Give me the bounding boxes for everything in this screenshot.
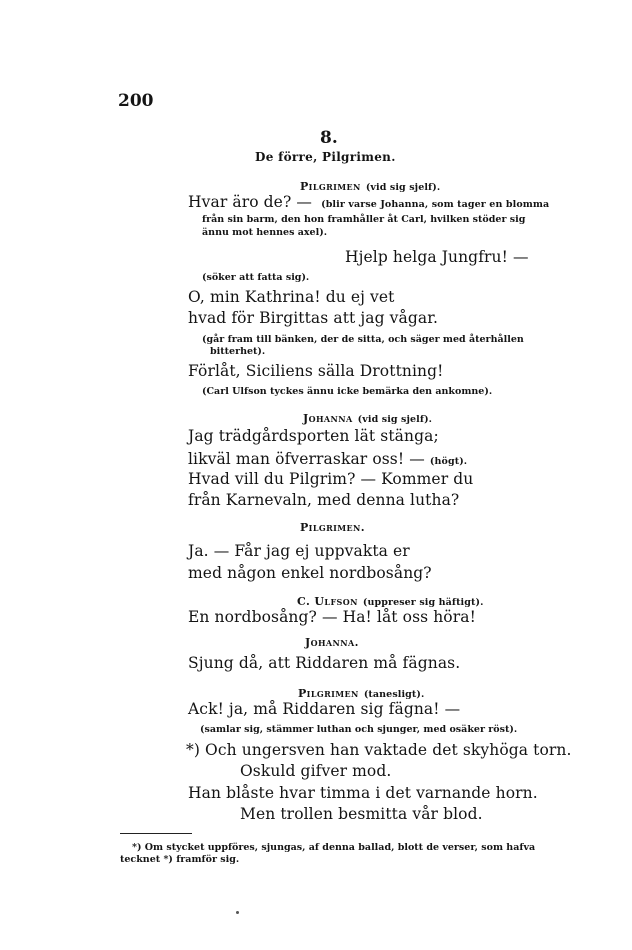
stage-direction: (tanesligt). — [363, 689, 425, 700]
verse-text: likväl man öfverraskar oss! — — [188, 450, 425, 468]
stage-direction: från sin barm, den hon framhåller åt Carl, hvilken stöder sig — [202, 214, 526, 225]
verse-text: Hvar äro de? — — [188, 193, 312, 211]
speaker-name: Pilgrimen. — [300, 521, 365, 534]
verse-line: med någon enkel nordbosång? — [188, 564, 432, 582]
speaker-line — [298, 682, 424, 701]
verse-line: Ack! ja, må Riddaren sig fägna! — — [188, 700, 461, 718]
stage-direction: bitterhet). — [210, 346, 266, 357]
verse-line: från Karnevaln, med denna lutha? — [188, 491, 460, 509]
stage-direction: (vid sig sjelf). — [365, 182, 441, 193]
speaker-name: Johanna. — [305, 636, 359, 649]
speaker-name: Pilgrimen — [298, 687, 359, 700]
verse-line — [188, 449, 467, 468]
page-speck — [236, 911, 239, 914]
stage-direction: (högt). — [429, 456, 468, 467]
verse-line: Förlåt, Siciliens sälla Drottning! — [188, 362, 444, 380]
stage-direction: (Carl Ulfson tyckes ännu icke bemärka den ankomne). — [202, 386, 493, 397]
speaker-line — [303, 407, 432, 426]
speaker-name: C. Ulfson — [297, 595, 358, 608]
footnote — [120, 842, 575, 866]
verse-line: Jag trädgårdsporten lät stänga; — [188, 427, 439, 445]
verse-line: *) Och ungersven han vaktade det skyhöga torn. — [186, 741, 572, 759]
speaker-name: Pilgrimen — [300, 180, 361, 193]
footnote-line: tecknet *) framför sig. — [120, 854, 240, 865]
verse-line: Hjelp helga Jungfru! — — [345, 248, 529, 266]
footnote-rule — [120, 833, 192, 834]
scene-characters: De förre, Pilgrimen. — [255, 150, 396, 164]
verse-line: En nordbosång? — Ha! låt oss höra! — [188, 608, 476, 626]
verse-line: Han blåste hvar timma i det varnande horn. — [188, 784, 538, 802]
footnote-line: *) Om stycket uppföres, sjungas, af denna ballad, blott de verser, som hafva — [132, 842, 536, 853]
stage-direction: (vid sig sjelf). — [357, 414, 433, 425]
stage-direction: (går fram till bänken, der de sitta, och säger med återhållen — [202, 334, 524, 345]
verse-line: Ja. — Får jag ej uppvakta er — [188, 542, 410, 560]
scene-number: 8. — [320, 128, 338, 148]
stage-direction: (söker att fatta sig). — [202, 272, 310, 283]
stage-direction: (samlar sig, stämmer luthan och sjunger, med osäker röst). — [200, 724, 518, 735]
speaker-name: Johanna — [303, 412, 353, 425]
verse-line: Hvad vill du Pilgrim? — Kommer du — [188, 470, 474, 488]
verse-line: hvad för Birgittas att jag vågar. — [188, 309, 439, 327]
verse-line: Sjung då, att Riddaren må fägnas. — [188, 654, 461, 672]
stage-direction: (blir varse Johanna, som tager en blomma — [321, 199, 550, 210]
page-number: 200 — [118, 91, 154, 111]
speaker-line — [297, 590, 484, 609]
verse-line: O, min Kathrina! du ej vet — [188, 288, 395, 306]
stage-direction: (uppreser sig häftigt). — [362, 597, 484, 608]
verse-line: Men trollen besmitta vår blod. — [240, 805, 483, 823]
stage-direction: ännu mot hennes axel). — [202, 227, 328, 238]
verse-line: Oskuld gifver mod. — [240, 762, 392, 780]
verse-line — [188, 192, 549, 211]
